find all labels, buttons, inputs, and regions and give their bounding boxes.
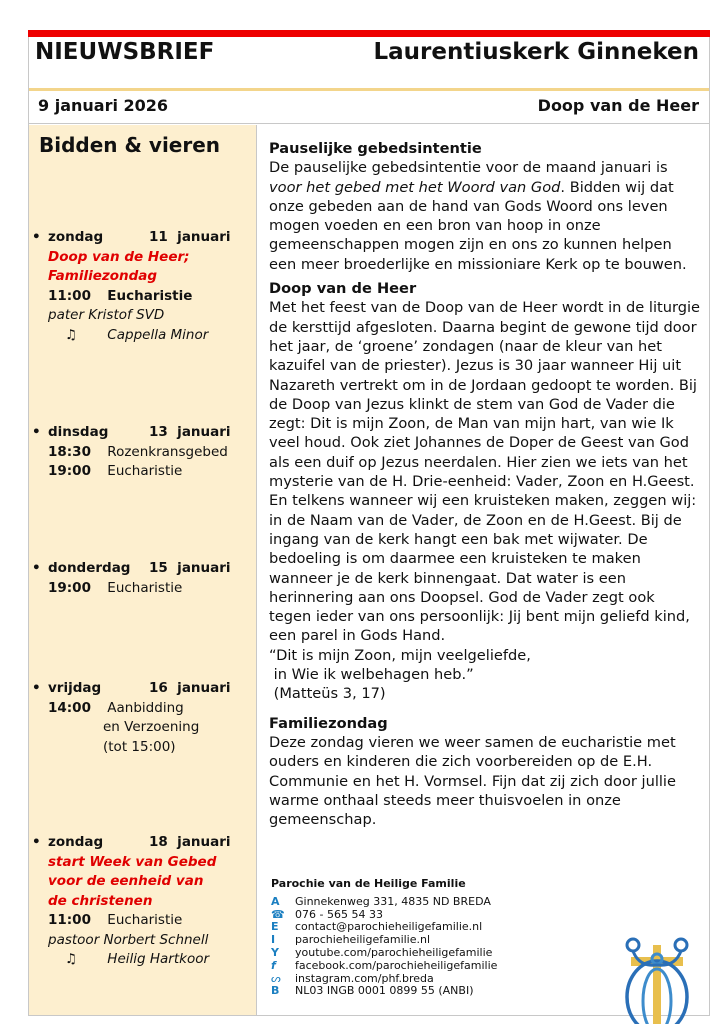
event-day: zondag xyxy=(48,834,104,850)
parish-logo-icon xyxy=(623,935,691,1024)
article-title: Pauselijke gebedsintentie xyxy=(269,140,482,157)
bullet-icon: • xyxy=(32,560,41,576)
facebook-icon: f xyxy=(271,958,276,972)
event-time: 11:00 xyxy=(48,287,91,304)
event-description: Eucharistie xyxy=(107,463,183,479)
parish-name: Parochie van de Heilige Familie xyxy=(271,877,466,890)
event-description-cont: (tot 15:00) xyxy=(103,738,176,755)
article-body: Deze zondag vieren we weer samen de eucharistie met ouders en kinderen die zich voorbereiden op de E.H. Communie en het H. Vormsel. Fijn dat zij zich door jullie warme onthaal steeds meer thuisvoelen in onze gemeenschap. xyxy=(269,733,676,829)
issue-date: 9 januari 2026 xyxy=(38,96,169,115)
contact-block xyxy=(271,878,497,998)
scripture-quote-line: “Dit is mijn Zoon, mijn veelgeliefde, xyxy=(269,646,531,664)
article-body: Met het feest van de Doop van de Heer wordt in de liturgie de kersttijd afgesloten. Daarna begint de gewone tijd door het jaar, de ‘groene’ zondagen (naar de kleur van het kazuifel van de priester). Jezus is 30 jaar wanneer Hij uit Nazareth vertrekt om in de Jordaan gedoopt te worden. Bij de Doop van Jezus klinkt de stem van God de Vader die zegt: Dit is mijn Zoon, de Man van mijn hart, van wie Ik veel houd. Ook ziet Johannes de Doper de Geest van God als een duif op Jezus neerdalen. Hier zien we iets van het mysterie van de H. Drie-eenheid: Vader, Zoon en H.Geest. En telkens wanneer wij een kruisteken maken, zeggen wij: in de Naam van de Vader, de Zoon en de H.Geest. Bij de ingang van de kerk hangt een bak met wijwater. De bedoeling is om daarmee een kruisteken te maken wanneer je de kerk binnengaat. Dat water is een herinnering aan ons Doopsel. God de Vader zegt ook tegen ieder van ons persoonlijk: Jij bent mijn geliefd kind, een parel in Gods Hand. xyxy=(269,299,701,645)
scripture-reference: (Matteüs 3, 17) xyxy=(269,685,386,703)
contact-row xyxy=(271,985,497,998)
event-description-cont: en Verzoening xyxy=(103,719,200,735)
event-choir: Cappella Minor xyxy=(107,326,209,343)
scripture-quote-line: in Wie ik welbehagen heb.” xyxy=(269,666,474,684)
phone-icon: ☎ xyxy=(271,907,285,921)
schedule-event xyxy=(29,228,257,345)
date-row xyxy=(29,91,709,124)
event-description: Eucharistie xyxy=(107,287,193,304)
event-time: 14:00 xyxy=(48,699,91,716)
event-highlight: Familiezondag xyxy=(48,268,158,284)
bank-icon: B xyxy=(271,984,280,998)
bullet-icon: • xyxy=(32,680,41,696)
schedule-event xyxy=(29,833,257,970)
title-row xyxy=(29,37,709,89)
event-time: 18:30 xyxy=(48,443,91,460)
address-icon: A xyxy=(271,894,280,908)
bullet-icon: • xyxy=(32,834,41,850)
contact-row xyxy=(271,896,497,909)
event-highlight: Doop van de Heer; xyxy=(48,248,190,265)
bullet-icon: • xyxy=(32,229,41,245)
event-day: dinsdag xyxy=(48,424,109,440)
event-date: 13 januari xyxy=(149,424,231,440)
contact-bank: NL03 INGB 0001 0899 55 (ANBI) xyxy=(295,984,474,998)
event-description: Eucharistie xyxy=(107,912,183,928)
event-time: 11:00 xyxy=(48,912,91,928)
contact-address: Ginnekenweg 331, 4835 ND BREDA xyxy=(295,894,491,908)
event-date: 11 januari xyxy=(149,229,231,245)
event-date: 15 januari xyxy=(149,560,231,576)
website-icon: I xyxy=(271,933,276,947)
event-celebrant: pater Kristof SVD xyxy=(48,307,165,323)
schedule-event xyxy=(29,423,257,482)
youtube-icon: Y xyxy=(271,945,279,959)
articles-column xyxy=(269,125,701,834)
event-music xyxy=(29,326,257,346)
event-music xyxy=(29,950,257,970)
event-date: 18 januari xyxy=(149,834,231,850)
event-day: vrijdag xyxy=(48,680,102,696)
article-baptism xyxy=(269,279,701,704)
church-name: Laurentiuskerk Ginneken xyxy=(373,39,699,65)
event-description: Rozenkransgebed xyxy=(107,443,228,460)
event-time: 19:00 xyxy=(48,579,91,596)
contact-facebook[interactable]: facebook.com/parochieheiligefamilie xyxy=(295,958,498,972)
newsletter-title: NIEUWSBRIEF xyxy=(35,39,215,65)
occasion-title: Doop van de Heer xyxy=(537,96,699,115)
contact-phone: 076 - 565 54 33 xyxy=(295,907,383,921)
bullet-icon: • xyxy=(32,424,41,440)
header-accent-bar xyxy=(28,30,710,37)
newsletter-page xyxy=(28,30,710,1016)
schedule-sidebar xyxy=(29,125,257,1015)
event-celebrant: pastoor Norbert Schnell xyxy=(48,931,209,948)
event-day: zondag xyxy=(48,229,104,245)
email-icon: E xyxy=(271,920,279,934)
contact-email[interactable]: contact@parochieheiligefamilie.nl xyxy=(295,920,483,934)
contact-row xyxy=(271,947,497,960)
article-family-sunday xyxy=(269,714,701,830)
music-note-icon: ♫ xyxy=(65,951,78,967)
contact-instagram[interactable]: instagram.com/phf.breda xyxy=(295,971,434,985)
event-date: 16 januari xyxy=(149,680,231,696)
article-title: Doop van de Heer xyxy=(269,280,417,298)
article-emphasis: voor het gebed met het Woord van God xyxy=(269,178,561,196)
event-description: Aanbidding xyxy=(107,699,184,716)
article-prayer-intention xyxy=(269,139,701,274)
instagram-icon: ᔕ xyxy=(271,971,281,985)
event-choir: Heilig Hartkoor xyxy=(107,951,210,967)
article-body: De pauselijke gebedsintentie voor de maand januari is voor het gebed met het Woord van God. Bidden wij dat onze gebeden aan de hand van Gods Woord ons leven mogen voeden en een bron van hoop in onze gemeenschappen mogen zijn en ons zo kunnen helpen een meer broederlijke en missioniare Kerk op te bouwen. xyxy=(269,159,687,273)
event-day: donderdag xyxy=(48,560,131,576)
logo-figure-left xyxy=(627,939,639,951)
sidebar-heading: Bidden & vieren xyxy=(39,133,221,157)
contact-row xyxy=(271,960,497,973)
article-title: Familiezondag xyxy=(269,714,388,732)
logo-figure-right xyxy=(675,939,687,951)
event-highlight: de christenen xyxy=(48,892,153,909)
contact-website[interactable]: parochieheiligefamilie.nl xyxy=(295,933,431,947)
schedule-event xyxy=(29,559,257,598)
event-time: 19:00 xyxy=(48,463,91,479)
contact-youtube[interactable]: youtube.com/parochieheiligefamilie xyxy=(295,945,493,959)
event-highlight: start Week van Gebed xyxy=(48,853,217,870)
event-description: Eucharistie xyxy=(107,579,183,596)
schedule-event xyxy=(29,679,257,757)
event-highlight: voor de eenheid van xyxy=(48,873,204,889)
music-note-icon: ♫ xyxy=(65,326,78,343)
